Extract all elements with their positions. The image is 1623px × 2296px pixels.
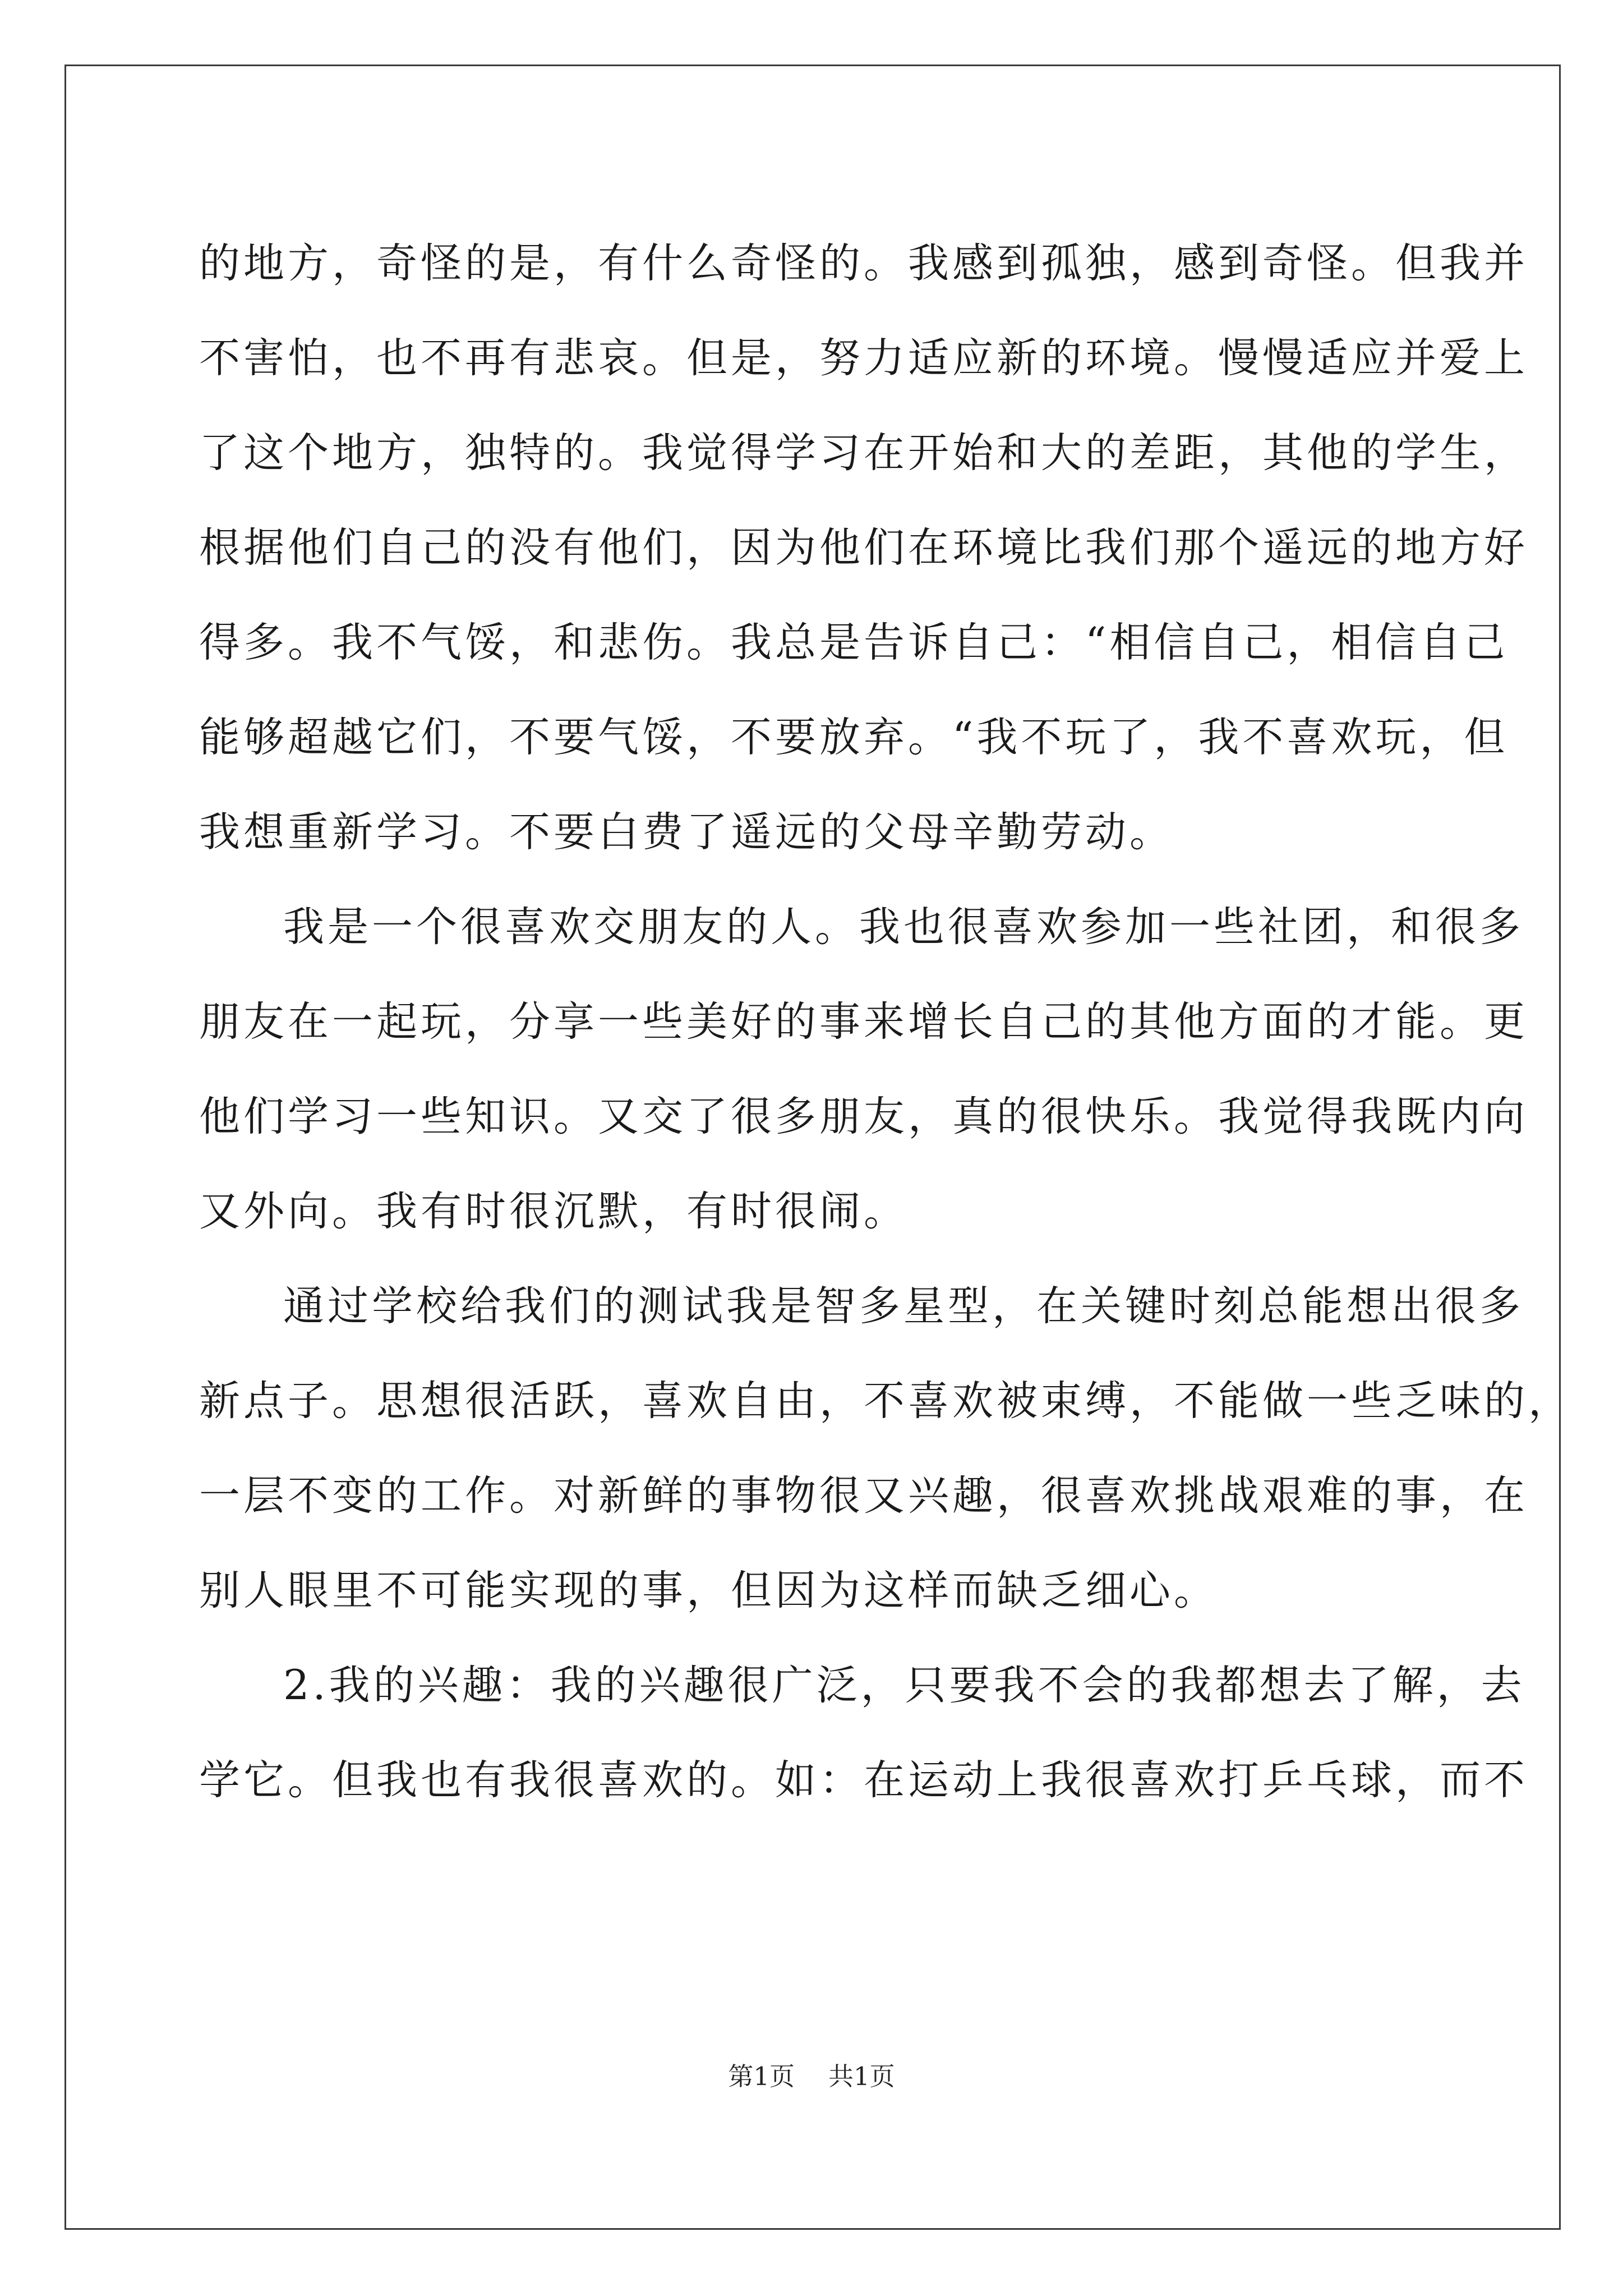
text-line: 新点子。思想很活跃，喜欢自由，不喜欢被束缚，不能做一些乏味的， xyxy=(199,1377,1573,1425)
text-line: 通过学校给我们的测试我是智多星型，在关键时刻总能想出很多 xyxy=(283,1282,1524,1330)
text-line: 2.我的兴趣：我的兴趣很广泛，只要我不会的我都想去了解，去 xyxy=(283,1662,1525,1709)
text-line: 根据他们自己的没有他们，因为他们在环境比我们那个遥远的地方好 xyxy=(199,524,1528,572)
page-number-total: 共1页 xyxy=(828,2062,895,2091)
text-line: 得多。我不气馁，和悲伤。我总是告诉自己：“相信自己，相信自己 xyxy=(199,619,1509,666)
text-line: 又外向。我有时很沉默，有时很闹。 xyxy=(199,1188,908,1235)
text-line: 的地方，奇怪的是，有什么奇怪的。我感到孤独，感到奇怪。但我并 xyxy=(199,240,1528,287)
text-line: 别人眼里不可能实现的事，但因为这样而缺乏细心。 xyxy=(199,1567,1218,1614)
text-line: 学它。但我也有我很喜欢的。如：在运动上我很喜欢打乒乓球，而不 xyxy=(199,1756,1528,1804)
page-number-current: 第1页 xyxy=(728,2062,795,2091)
text-line: 能够超越它们，不要气馁，不要放弃。“我不玩了，我不喜欢玩，但 xyxy=(199,714,1509,761)
text-line: 了这个地方，独特的。我觉得学习在开始和大的差距，其他的学生， xyxy=(199,429,1528,477)
document-body xyxy=(199,216,1573,1828)
text-line: 我是一个很喜欢交朋友的人。我也很喜欢参加一些社团，和很多 xyxy=(283,903,1524,951)
text-line: 我想重新学习。不要白费了遥远的父母辛勤劳动。 xyxy=(199,808,1174,856)
page-footer xyxy=(0,2056,1623,2092)
text-line: 他们学习一些知识。又交了很多朋友，真的很快乐。我觉得我既内向 xyxy=(199,1093,1528,1140)
text-line: 朋友在一起玩，分享一些美好的事来增长自己的其他方面的才能。更 xyxy=(199,998,1528,1046)
text-line: 不害怕，也不再有悲哀。但是，努力适应新的环境。慢慢适应并爱上 xyxy=(199,334,1528,382)
text-line: 一层不变的工作。对新鲜的事物很又兴趣，很喜欢挑战艰难的事，在 xyxy=(199,1472,1528,1520)
